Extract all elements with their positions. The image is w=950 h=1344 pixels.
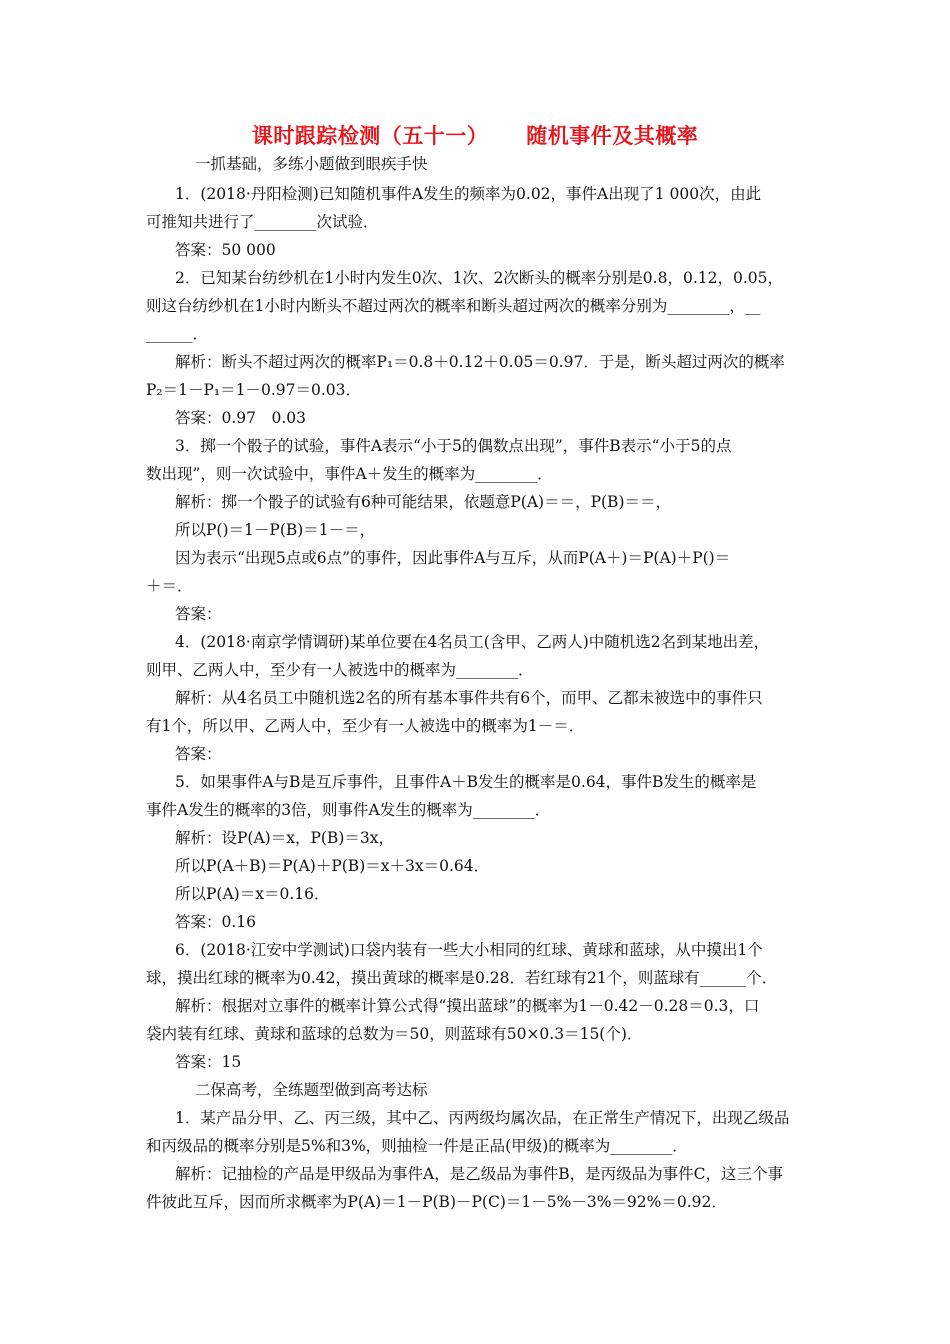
solution-line: 解析：断头不超过两次的概率P₁＝0.8＋0.12＋0.05＝0.97．于是，断头超过两次的概率 <box>175 353 785 371</box>
text-line: 6．(2018·江安中学测试)口袋内装有一些大小相同的红球、黄球和蓝球，从中摸出1个 <box>175 941 763 959</box>
solution-line: 所以P(A)＝x＝0.16． <box>175 885 330 903</box>
page-title <box>0 120 950 150</box>
text-line: 则这台纺纱机在1小时内断头不超过两次的概率和断头超过两次的概率分别为________，__ <box>146 297 761 315</box>
text-line: 1．(2018·丹阳检测)已知随机事件A发生的频率为0.02，事件A出现了1 000次，由此 <box>175 185 762 203</box>
answer-line: 答案：50 000 <box>175 241 276 259</box>
solution-line: 解析：掷一个骰子的试验有6种可能结果，依题意P(A)＝＝，P(B)＝＝， <box>175 493 671 511</box>
text-line: 5．如果事件A与B是互斥事件，且事件A＋B发生的概率是0.64，事件B发生的概率是 <box>175 773 757 791</box>
answer-line: 答案：0.16 <box>175 913 257 931</box>
text-line: 球，摸出红球的概率为0.42，摸出黄球的概率是0.28．若红球有21个，则蓝球有______个． <box>146 969 778 987</box>
solution-line: 解析：设P(A)＝x，P(B)＝3x， <box>175 829 394 847</box>
text-line: 可推知共进行了________次试验． <box>146 213 379 231</box>
title-main: 课时跟踪检测（五十一） <box>251 124 489 148</box>
solution-line: P₂＝1－P₁＝1－0.97＝0.03． <box>146 381 362 399</box>
answer-line: 答案： <box>175 605 222 623</box>
solution-line: 解析：记抽检的产品是甲级品为事件A，是乙级品为事件B，是丙级品为事件C，这三个事 <box>175 1165 783 1183</box>
answer-line: 答案： <box>175 745 222 763</box>
text-line: 4．(2018·南京学情调研)某单位要在4名员工(含甲、乙两人)中随机选2名到某地出差， <box>175 633 770 651</box>
solution-line: 袋内装有红球、黄球和蓝球的总数为＝50，则蓝球有50×0.3＝15(个)． <box>146 1025 643 1043</box>
text-line: 和丙级品的概率分别是5%和3%，则抽检一件是正品(甲级)的概率为________． <box>146 1137 688 1155</box>
text-line: 1．某产品分甲、乙、丙三级，其中乙、丙两级均属次品，在正常生产情况下，出现乙级品 <box>175 1109 790 1127</box>
text-line: 事件A发生的概率的3倍，则事件A发生的概率为________． <box>146 801 551 819</box>
solution-line: 所以P()＝1－P(B)＝1－＝， <box>175 521 376 539</box>
solution-line: ＋＝． <box>146 577 193 595</box>
solution-line: 因为表示“出现5点或6点”的事件，因此事件A与互斥，从而P(A＋)＝P(A)＋P()＝ <box>175 549 731 567</box>
answer-line: 答案：15 <box>175 1053 242 1071</box>
text-line: 数出现”，则一次试验中，事件A＋发生的概率为________． <box>146 465 553 483</box>
answer-line: 答案：0.97 0.03 <box>175 409 307 427</box>
text-line: 则甲、乙两人中，至少有一人被选中的概率为________． <box>146 661 534 679</box>
section-heading-2: 二保高考，全练题型做到高考达标 <box>195 1081 428 1099</box>
solution-line: 件彼此互斥，因而所求概率为P(A)＝1－P(B)－P(C)＝1－5%－3%＝92%＝0.92． <box>146 1193 727 1211</box>
text-line: ______． <box>146 325 209 343</box>
text-line: 3．掷一个骰子的试验，事件A表示“小于5的偶数点出现”，事件B表示“小于5的点 <box>175 437 732 455</box>
text-line: 2．已知某台纺纱机在1小时内发生0次、1次、2次断头的概率分别是0.8，0.12，0.05， <box>175 269 783 287</box>
solution-line: 解析：从4名员工中随机选2名的所有基本事件共有6个，而甲、乙都未被选中的事件只 <box>175 689 763 707</box>
solution-line: 所以P(A＋B)＝P(A)＋P(B)＝x＋3x＝0.64． <box>175 857 490 875</box>
solution-line: 解析：根据对立事件的概率计算公式得“摸出蓝球”的概率为1－0.42－0.28＝0.3，口 <box>175 997 760 1015</box>
solution-line: 有1个，所以甲、乙两人中，至少有一人被选中的概率为1－＝． <box>146 717 585 735</box>
title-topic: 随机事件及其概率 <box>526 124 699 148</box>
section-heading-1: 一抓基础，多练小题做到眼疾手快 <box>195 155 428 173</box>
